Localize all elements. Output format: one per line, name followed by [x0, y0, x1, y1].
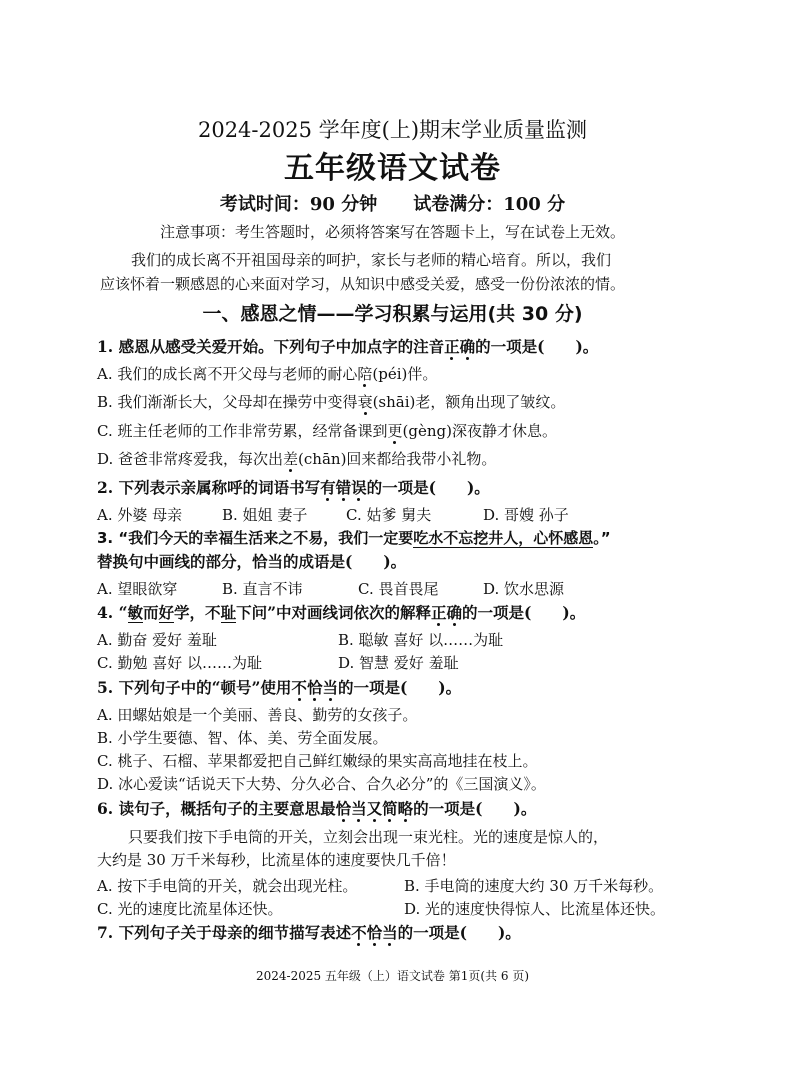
option-text: B. 我们渐渐长大，父母却在操劳中变得 — [97, 393, 358, 411]
emphasis-dot: 更 — [387, 422, 403, 440]
question-1-option-a — [97, 366, 437, 383]
question-3 — [97, 530, 611, 547]
question-1-option-b — [97, 394, 565, 411]
question-2-option-c: C. 姑爹 舅夫 — [346, 506, 432, 524]
emphasis-dot: 误 — [351, 478, 367, 497]
question-3-option-d: D. 饮水思源 — [483, 580, 565, 598]
option-text: D. 爸爸非常疼爱我，每次出 — [97, 450, 284, 468]
emphasis-dot: 陪 — [357, 365, 373, 383]
question-6-text: 6. 读句子，概括句子的主要意思最 — [97, 799, 336, 818]
question-3-option-c: C. 畏首畏尾 — [358, 580, 439, 598]
question-2-option-b: B. 姐姐 妻子 — [222, 506, 308, 524]
question-2-option-a: A. 外婆 母亲 — [97, 506, 183, 524]
underlined-word: 好 — [158, 603, 175, 622]
question-4-text: 学，不 — [174, 603, 221, 622]
emphasis-dot: 有 — [320, 478, 336, 497]
option-text: (péi)伴。 — [372, 365, 438, 383]
question-5-end: 的一项是( )。 — [337, 678, 462, 697]
emphasis-dot: 差 — [283, 450, 299, 468]
question-3-option-b: B. 直言不讳 — [222, 580, 303, 598]
question-5-text: 5. 下列句子中的“顿号”使用 — [97, 678, 292, 697]
question-6-option-d: D. 光的速度快得惊人、比流星体还快。 — [404, 900, 666, 918]
question-6-passage-line-2: 大约是 30 万千米每秒，比流星体的速度要快几千倍！ — [97, 851, 456, 869]
question-4-option-a: A. 勤奋 爱好 羞耻 — [97, 631, 217, 649]
option-text: C. 班主任老师的工作非常劳累，经常备课到 — [97, 422, 388, 440]
option-text: A. 我们的成长离不开父母与老师的耐心 — [97, 365, 358, 383]
question-6-option-a: A. 按下手电筒的开关，就会出现光柱。 — [97, 877, 358, 895]
question-4-text: 而 — [143, 603, 159, 622]
emphasis-dot: 错 — [335, 478, 352, 497]
question-1-option-d — [97, 451, 496, 468]
exam-meta — [0, 195, 785, 216]
section-title: 一、感恩之情——学习积累与运用(共 30 分) — [202, 303, 583, 325]
emphasis-dot: 当 — [322, 678, 338, 697]
emphasis-dot: 又 — [366, 799, 383, 818]
emphasis-dot: 确 — [446, 603, 463, 622]
question-6-option-c: C. 光的速度比流星体还快。 — [97, 900, 283, 918]
exam-notice: 注意事项：考生答题时，必须将答案写在答题卡上，写在试卷上无效。 — [159, 223, 625, 241]
question-4-end: 的一项是( )。 — [462, 603, 586, 622]
intro-line-2: 应该怀着一颗感恩的心来面对学习，从知识中感受关爱，感受一份份浓浓的情。 — [100, 275, 626, 293]
question-4 — [97, 604, 585, 622]
question-7 — [97, 924, 521, 942]
emphasis-dot: 当 — [351, 799, 367, 818]
exam-time: 考试时间：90 分钟 — [219, 194, 378, 215]
emphasis-dot: 略 — [397, 799, 414, 818]
emphasis-dot: 正 — [431, 603, 447, 622]
question-1-text: 1. 感恩从感受关爱开始。下列句子中加点字的注音 — [97, 337, 445, 356]
question-1-option-c — [97, 423, 557, 440]
question-6 — [97, 800, 536, 818]
exam-title: 2024-2025 学年度(上)期末学业质量监测 — [197, 118, 588, 142]
question-2-text: 2. 下列表示亲属称呼的词语书写 — [97, 478, 321, 497]
underlined-word: 敏 — [127, 603, 144, 622]
question-5-option-c: C. 桃子、石榴、苹果都爱把自己鲜红嫩绿的果实高高地挂在枝上。 — [97, 752, 538, 770]
question-2-end: 的一项是( )。 — [366, 478, 490, 497]
question-6-option-b: B. 手电筒的速度大约 30 万千米每秒。 — [404, 877, 664, 895]
question-6-passage-line-1: 只要我们按下手电筒的开关，立刻会出现一束光柱。光的速度是惊人的， — [128, 828, 609, 846]
question-4-option-c: C. 勤勉 喜好 以……为耻 — [97, 654, 263, 672]
option-text: (gèng)深夜静才休息。 — [402, 422, 557, 440]
question-3-line-2: 替换句中画线的部分，恰当的成语是( )。 — [97, 552, 407, 571]
question-1 — [97, 338, 598, 356]
emphasis-dot: 衰 — [357, 393, 373, 411]
option-text: (shāi)老，额角出现了皱纹。 — [372, 393, 566, 411]
question-5-option-b: B. 小学生要德、智、体、美、劳全面发展。 — [97, 729, 388, 747]
question-7-end: 的一项是( )。 — [397, 923, 521, 942]
exam-subtitle: 五年级语文试卷 — [284, 151, 501, 186]
question-4-option-d: D. 智慧 爱好 羞耻 — [338, 654, 459, 672]
emphasis-dot: 确 — [459, 337, 476, 356]
question-2-option-d: D. 哥嫂 孙子 — [483, 506, 569, 524]
question-2 — [97, 479, 490, 497]
emphasis-dot: 当 — [382, 923, 398, 942]
underlined-word: 耻 — [220, 603, 237, 622]
question-3-end: 。” — [593, 529, 611, 547]
emphasis-dot: 不 — [291, 678, 307, 697]
question-5-option-a: A. 田螺姑娘是一个美丽、善良、勤劳的女孩子。 — [97, 706, 418, 724]
page-footer: 2024-2025 五年级（上）语文试卷 第1页(共 6 页) — [255, 969, 530, 983]
question-3-option-a: A. 望眼欲穿 — [97, 580, 178, 598]
question-7-text: 7. 下列句子关于母亲的细节描写表述 — [97, 923, 352, 942]
underlined-phrase: 吃水不忘挖井人，心怀感恩 — [413, 529, 594, 547]
emphasis-dot: 恰 — [335, 799, 352, 818]
option-text: (chān)回来都给我带小礼物。 — [298, 450, 497, 468]
intro-line-1: 我们的成长离不开祖国母亲的呵护，家长与老师的精心培育。所以，我们 — [131, 251, 612, 269]
question-6-end: 的一项是( )。 — [413, 799, 537, 818]
emphasis-dot: 恰 — [306, 678, 323, 697]
question-1-end: 的一项是( )。 — [475, 337, 599, 356]
question-3-text: 3. “我们今天的幸福生活来之不易，我们一定要 — [97, 529, 414, 547]
question-5 — [97, 679, 461, 697]
question-4-option-b: B. 聪敏 喜好 以……为耻 — [338, 631, 504, 649]
question-4-text: 下问”中对画线词依次的解释 — [236, 603, 431, 622]
emphasis-dot: 正 — [444, 337, 460, 356]
emphasis-dot: 恰 — [366, 923, 383, 942]
question-4-text: 4. “ — [97, 603, 128, 622]
emphasis-dot: 简 — [382, 799, 398, 818]
exam-full-score: 试卷满分：100 分 — [413, 194, 566, 215]
emphasis-dot: 不 — [351, 923, 367, 942]
question-5-option-d: D. 冰心爱读“话说天下大势、分久必合、合久必分”的《三国演义》。 — [97, 775, 546, 793]
